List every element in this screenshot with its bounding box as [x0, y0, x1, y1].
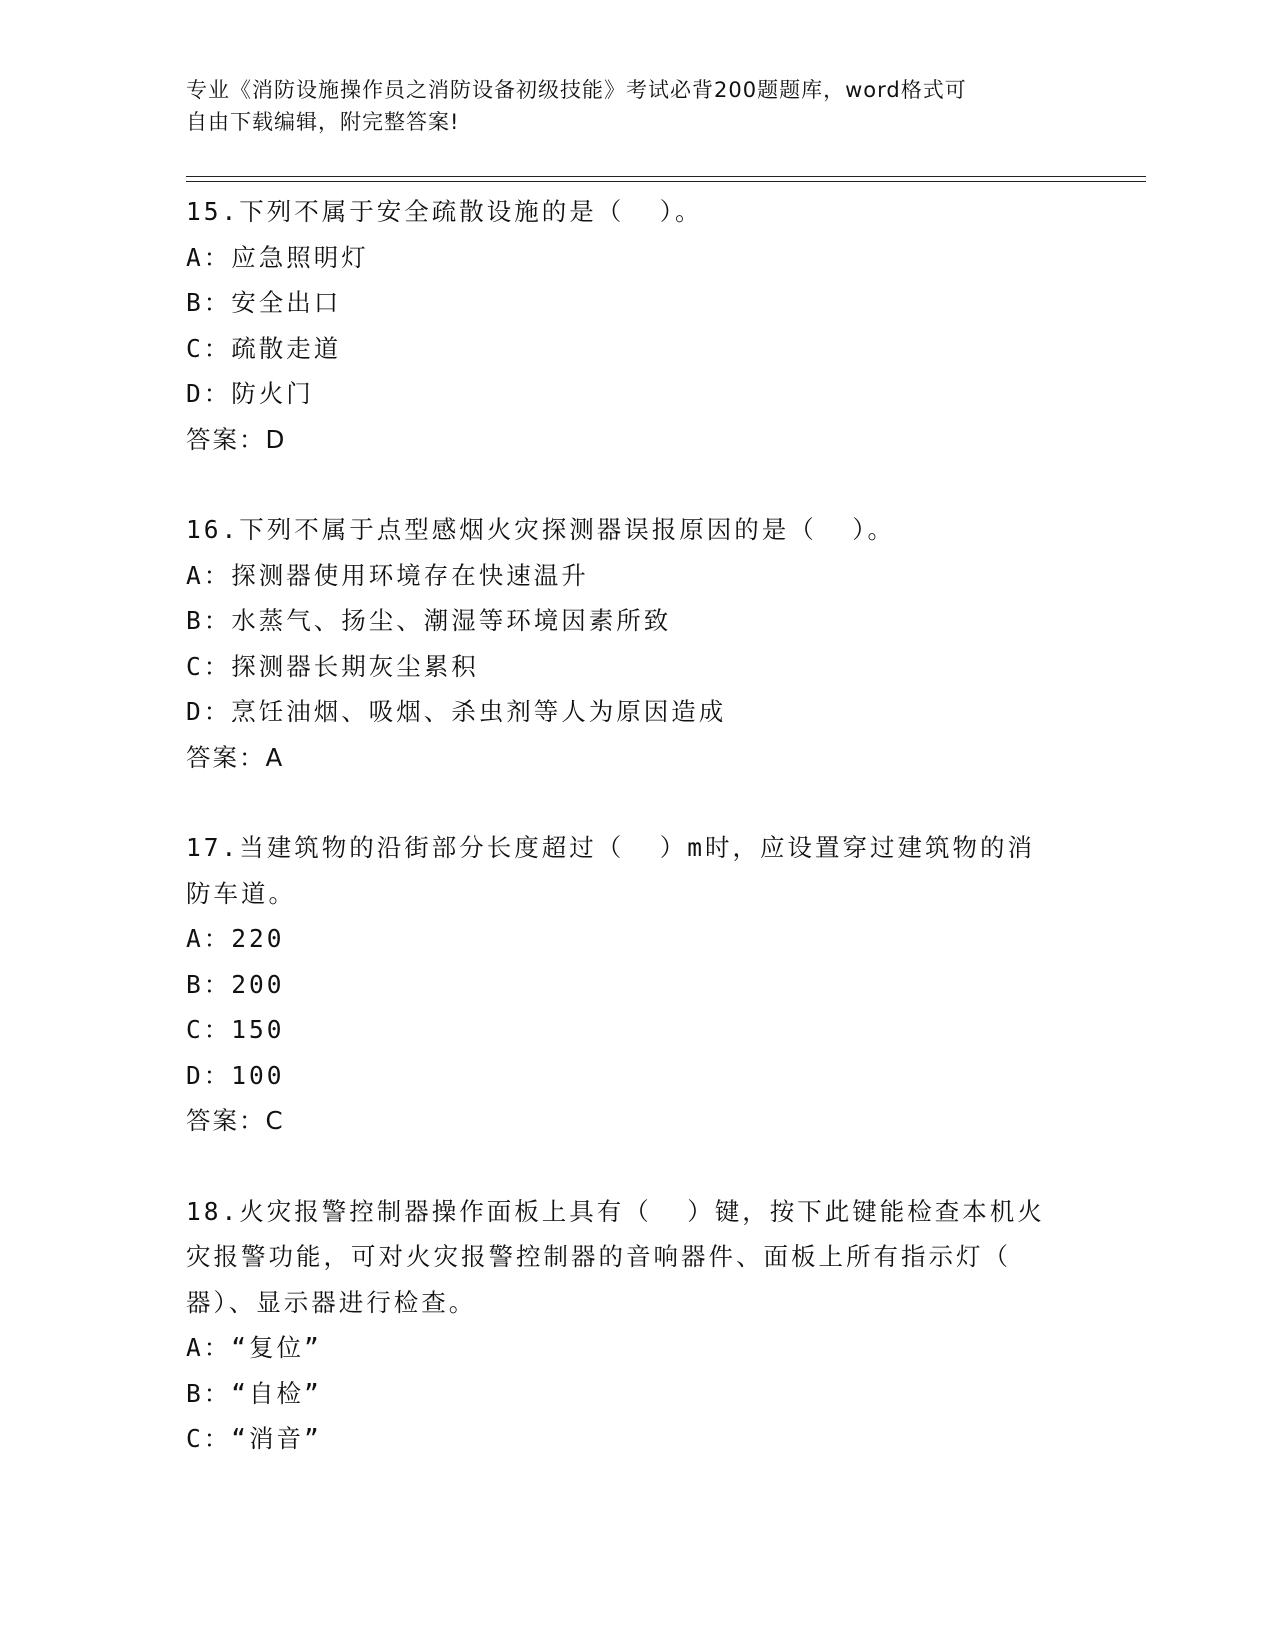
document-header: [186, 74, 1066, 138]
question-17: [186, 825, 1066, 1144]
option-a: A：应急照明灯: [186, 242, 369, 272]
option-d: D：100: [186, 1060, 285, 1090]
question-stem-line-3: 器）、显示器进行检查。: [186, 1287, 477, 1317]
question-stem-line-2: 灾报警功能，可对火灾报警控制器的音响器件、面板上所有指示灯（: [186, 1242, 1011, 1271]
header-divider-bottom: [186, 181, 1146, 182]
question-stem-line-1: 17.当建筑物的沿街部分长度超过（ ）m时，应设置穿过建筑物的消: [186, 833, 1035, 862]
header-divider-top: [186, 176, 1146, 177]
option-d: D：烹饪油烟、吸烟、杀虫剂等人为原因造成: [186, 697, 727, 726]
question-16: [186, 507, 1066, 780]
option-a: A：探测器使用环境存在快速温升: [186, 560, 589, 590]
option-c: C：“消音”: [186, 1424, 322, 1453]
question-list: [186, 189, 1066, 1462]
option-c: C：疏散走道: [186, 333, 342, 363]
answer-line: 答案：A: [186, 742, 285, 772]
option-b: B：“自检”: [186, 1378, 322, 1408]
question-18: [186, 1189, 1066, 1462]
question-15: [186, 189, 1066, 462]
option-a: A：220: [186, 924, 285, 953]
question-stem: 15.下列不属于安全疏散设施的是（ ）。: [186, 197, 703, 226]
option-b: B：安全出口: [186, 288, 342, 317]
option-d: D：防火门: [186, 379, 314, 408]
question-stem-line-2: 防车道。: [186, 878, 296, 908]
option-c: C：150: [186, 1015, 285, 1044]
answer-line: 答案：D: [186, 424, 287, 454]
answer-line: 答案：C: [186, 1106, 285, 1135]
option-b: B：水蒸气、扬尘、潮湿等环境因素所致: [186, 606, 672, 635]
header-line-2: 自由下载编辑，附完整答案!: [186, 110, 460, 134]
option-c: C：探测器长期灰尘累积: [186, 651, 479, 681]
question-stem: 16.下列不属于点型感烟火灾探测器误报原因的是（ ）。: [186, 515, 895, 544]
option-a: A：“复位”: [186, 1333, 322, 1362]
header-line-1: 专业《消防设施操作员之消防设备初级技能》考试必背200题题库，word格式可: [186, 78, 967, 102]
option-b: B：200: [186, 969, 285, 999]
question-stem-line-1: 18.火灾报警控制器操作面板上具有（ ）键，按下此键能检查本机火: [186, 1196, 1045, 1226]
